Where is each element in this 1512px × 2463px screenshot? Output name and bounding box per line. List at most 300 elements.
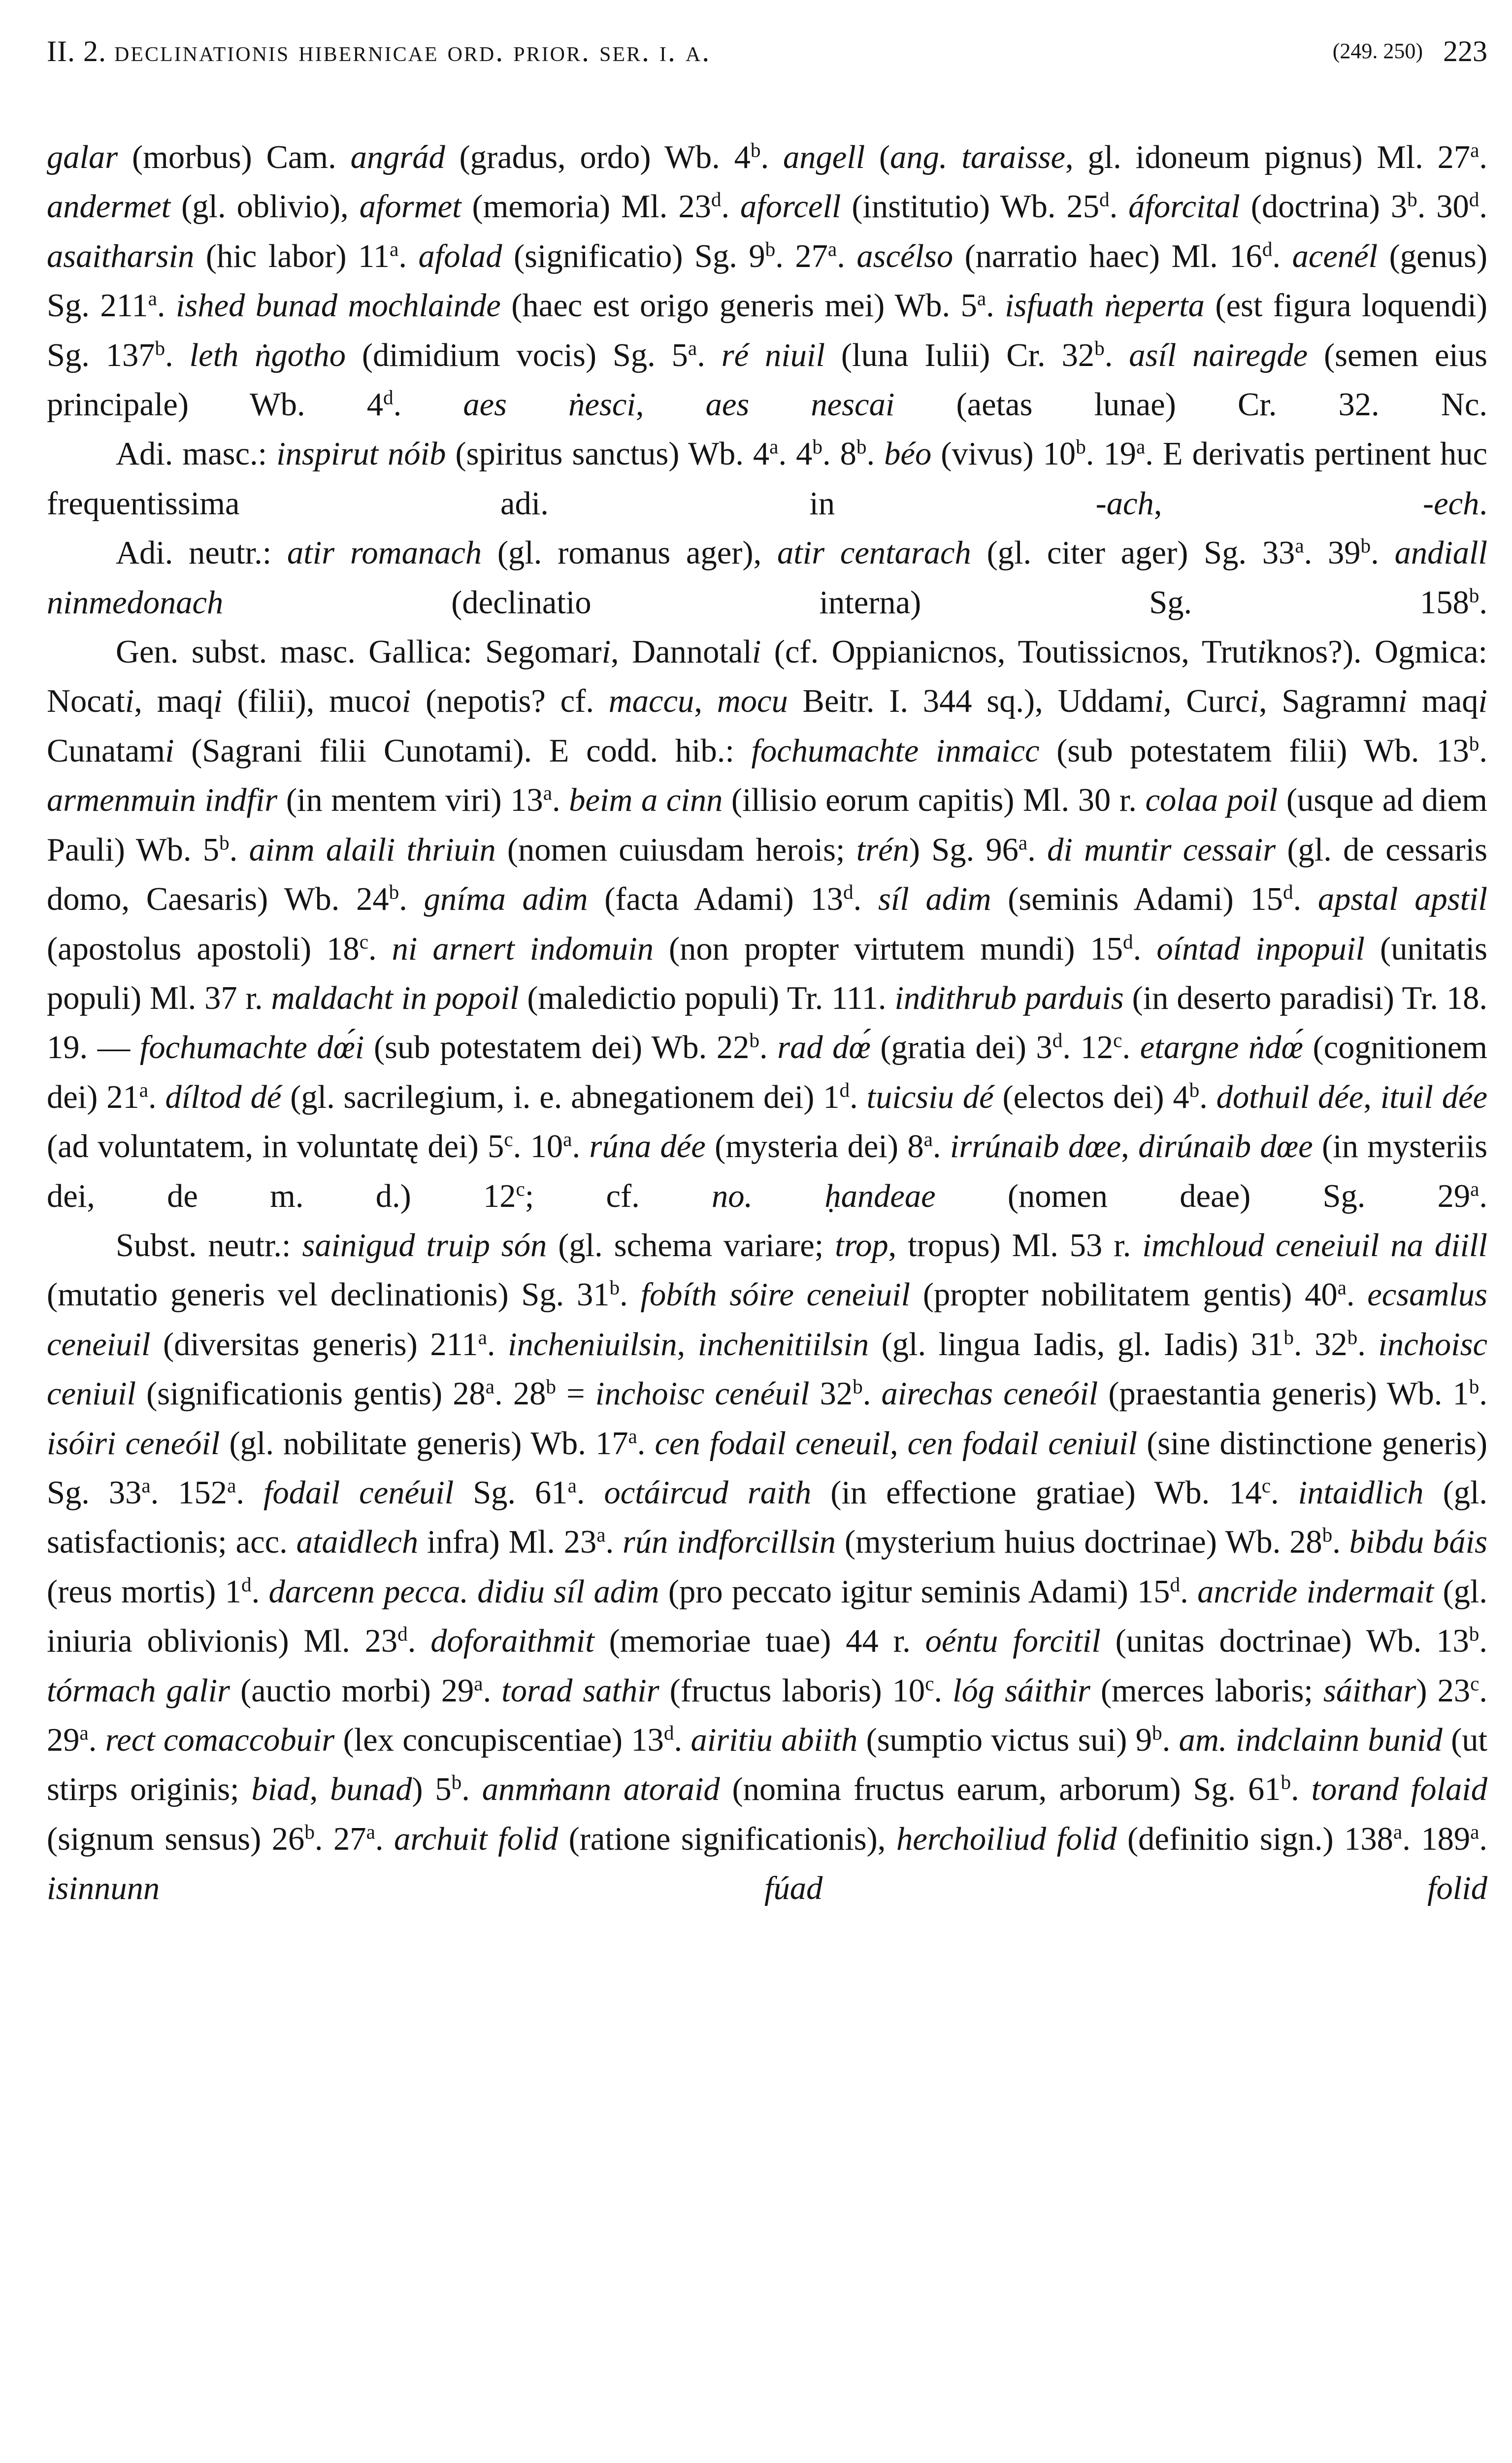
text-run: . [850,1079,867,1115]
text-run: (declinatio interna) Sg. 158 [223,584,1469,621]
text-run: . E derivatis pertinent huc frequentissima adi. in [47,436,1488,522]
superscript: b [1469,1375,1479,1398]
superscript: a [390,237,399,261]
superscript: b [856,435,867,458]
text-run: (sine distinctione generis) Sg. 33 [47,1425,1488,1511]
text-run: . [620,1277,641,1313]
text-run: (mysteria dei) 8 [705,1129,924,1165]
page-body [47,133,1487,1914]
superscript: b [1151,1721,1162,1744]
superscript: a [79,1721,89,1744]
text-run: . [572,1129,590,1165]
paragraph [47,1221,1487,1914]
superscript: b [1469,1622,1479,1645]
italic-term: trén [856,832,909,868]
italic-term: fodail cenéuil [263,1474,454,1511]
superscript: b [1322,1523,1333,1546]
text-run: , [694,683,717,720]
text-run: . [866,436,885,472]
italic-term: i [213,683,223,720]
text-run: (gl. nobilitate generis) Wb. 17 [220,1425,628,1462]
text-run: , [677,1326,698,1363]
text-run: 32 [809,1376,853,1412]
text-run: . 19 [1085,436,1136,472]
superscript: a [139,1078,149,1101]
section-number: II. 2. [47,35,106,67]
text-run: (ut stirps originis; [47,1722,1487,1808]
text-run: , Curc [1163,683,1250,720]
text-run: (narratio haec) Ml. 16 [953,238,1262,274]
text-run: nos, Toutissi [952,634,1121,670]
text-run: (facta Adami) 13 [588,881,843,918]
italic-term: rad dœ́ [777,1030,871,1066]
text-run: (mysterium huius doctrinae) Wb. 28 [835,1524,1322,1561]
italic-term: bibdu báis [1349,1524,1488,1561]
text-run: . [1109,189,1129,225]
superscript: c [1113,1029,1122,1052]
text-run: (definitio sign.) 138 [1117,1821,1393,1857]
italic-term: doforaithmit [430,1623,594,1660]
text-run: . [853,881,878,918]
superscript: b [219,831,230,854]
text-run: (memoriae tuae) 44 r. [594,1623,925,1660]
text-run: . [721,189,741,225]
superscript: d [663,1721,674,1744]
italic-term: angell [783,139,865,175]
superscript: a [478,1326,487,1349]
italic-term: ascélso [856,238,953,274]
italic-term: am. indclainn bunid [1179,1722,1443,1758]
text-run: (pro peccato igitur seminis Adami) 15 [659,1573,1170,1610]
text-run: , Dannotal [611,634,752,670]
text-run: . [637,1425,655,1462]
superscript: a [227,1474,236,1497]
italic-term: dothuil dée [1216,1079,1364,1115]
header-right [1333,34,1487,68]
text-run: . [88,1722,105,1758]
superscript: d [1262,237,1273,261]
text-run: . [368,931,392,967]
italic-term: darcenn pecca. didiu síl adim [268,1573,659,1610]
text-run: (unitas doctrinae) Wb. 13 [1100,1623,1469,1660]
text-run: Beitr. I. 344 sq.), Uddam [788,683,1154,720]
text-run: (filii), muco [222,683,402,720]
superscript: d [1123,930,1133,953]
text-run: (ratione significationis), [558,1821,896,1857]
superscript: a [148,287,157,310]
text-run: (dimidium vocis) Sg. 5 [345,337,688,373]
text-run: . [932,1129,950,1165]
text-run: . [1479,584,1487,621]
italic-term: isfuath ṅeperta [1005,288,1205,324]
text-run: . [1479,732,1487,769]
text-run: (gratia dei) 3 [870,1030,1052,1066]
superscript: d [397,1622,408,1645]
text-run: . [1479,1821,1487,1857]
superscript: b [1283,1326,1294,1349]
italic-term: no. ḥandeae [712,1178,936,1214]
text-run: ) Sg. 96 [909,832,1019,868]
text-run: . 27 [314,1821,366,1857]
superscript: a [141,1474,151,1497]
text-run: . [407,1623,431,1660]
text-run: . [399,881,424,918]
italic-term: áforcital [1128,189,1240,225]
text-run: . [1479,485,1488,522]
italic-term: i [1398,683,1408,720]
text-run: . [398,238,419,274]
text-run: (significatio) Sg. 9 [502,238,765,274]
text-run: , maq [134,683,214,720]
text-run: . [759,1030,778,1066]
superscript: a [1136,435,1146,458]
italic-term: ang. [890,139,948,175]
superscript: a [596,1523,606,1546]
text-run: . [157,288,176,324]
italic-term: i [125,683,134,720]
text-run: maq [1407,683,1479,720]
text-run: Subst. neutr.: [116,1227,302,1264]
text-run: . [236,1474,263,1511]
text-run: . [674,1722,691,1758]
text-run: (institutio) Wb. 25 [841,189,1099,225]
paragraph [47,133,1487,430]
italic-term: torand folaid [1311,1771,1487,1808]
text-run: Cunatam [47,732,165,769]
text-run: . [837,238,857,274]
text-run: (Sagrani filii Cunotami). E codd. hib.: [174,732,752,769]
text-run: (apostolus apostoli) 18 [47,931,360,967]
text-run: . [1332,1524,1349,1561]
superscript: c [1470,1671,1479,1695]
text-run: . [1271,1474,1298,1511]
italic-term: inchoisc ceniuil [47,1326,1488,1412]
text-run: . 8 [822,436,856,472]
italic-term: rún indforcillsin [623,1524,836,1561]
superscript: b [765,237,776,261]
superscript: c [925,1671,934,1695]
superscript: d [711,188,722,211]
superscript: a [1470,138,1479,162]
text-run: Adi. masc.: [116,436,277,472]
italic-term: i [1257,634,1266,670]
text-run: (hic labor) 11 [194,238,390,274]
text-run: . [1199,1079,1216,1115]
text-run: (in mentem viri) 13 [277,782,543,819]
text-run: (maledictio populi) Tr. 111. [519,980,895,1016]
italic-term: angrád [350,139,445,175]
italic-term: beim a cinn [569,782,723,819]
text-run: (sub potestatem dei) Wb. 22 [364,1030,750,1066]
italic-term: ataidlech [296,1524,419,1561]
italic-term: airechas ceneóil [881,1376,1098,1412]
text-run: , [889,1425,908,1462]
italic-term: afolad [418,238,502,274]
text-run: . [1272,238,1292,274]
text-run: (signum sensus) 26 [47,1821,305,1857]
text-run: (gl. citer ager) Sg. 33 [971,535,1295,571]
text-run: . 29 [47,1672,1487,1758]
superscript: b [1407,188,1417,211]
text-run: (doctrina) 3 [1240,189,1408,225]
superscript: c [1261,1474,1271,1497]
text-run: , gl. idoneum pignus) Ml. 27 [1065,139,1471,175]
text-run: (gl. sacrilegium, i. e. abnegationem dei) 1 [281,1079,840,1115]
superscript: b [1189,1078,1200,1101]
italic-term: di muntir cessair [1047,832,1276,868]
superscript: a [543,781,552,804]
italic-term: fochumachte dœ́i [139,1030,364,1066]
text-run: (gl. romanus ager), [482,535,777,571]
text-run: . [487,1326,508,1363]
superscript: c [359,930,368,953]
superscript: d [1052,1029,1063,1052]
header-reference: (249. 250) [1332,39,1423,63]
text-run: , [1153,485,1423,522]
superscript: b [749,1029,759,1052]
superscript: a [567,1474,577,1497]
italic-term: i [1478,683,1487,720]
superscript: a [688,336,697,359]
text-run: (praestantia generis) Wb. 1 [1098,1376,1469,1412]
italic-term: maldacht in popoil [271,980,519,1016]
superscript: b [1347,1326,1358,1349]
superscript: b [546,1375,556,1398]
text-run: (semen eius principale) Wb. 4 [47,337,1488,423]
text-run: (gl. iniuria oblivionis) Ml. 23 [47,1573,1488,1660]
superscript: d [839,1078,850,1101]
text-run: . 189 [1402,1821,1471,1857]
italic-term: síl adim [878,881,991,918]
text-run: . 32 [1293,1326,1348,1363]
text-run: . [1133,931,1157,967]
superscript: c [504,1128,513,1151]
text-run: . [552,782,569,819]
text-run: (gradus, ordo) Wb. 4 [445,139,751,175]
header-title: declinationis hibernicae ord. prior. ser. i. a. [114,35,711,67]
italic-term: intaidlich [1298,1474,1424,1511]
superscript: b [1360,534,1371,557]
superscript: a [563,1128,572,1151]
text-run: ) 5 [412,1771,452,1808]
italic-term: colaa poil [1145,782,1278,819]
text-run: . [1291,1771,1312,1808]
superscript: d [1282,880,1293,903]
superscript: b [451,1770,462,1794]
italic-term: inspirut nóib [276,436,446,472]
italic-term: ni arnert indomuin [392,931,654,967]
superscript: b [304,1820,315,1843]
italic-term: sainigud truip són [302,1227,547,1264]
text-run: (lex concupiscentiae) 13 [334,1722,664,1758]
italic-term: i [401,683,411,720]
superscript: a [485,1375,495,1398]
superscript: b [1469,732,1479,755]
superscript: a [923,1128,933,1151]
superscript: b [1281,1770,1291,1794]
text-run: knos?). Ogmica: Nocat [47,634,1487,720]
italic-term: aes ṅesci [463,387,636,423]
text-run: . [934,1672,953,1709]
text-run: (electos dei) 4 [993,1079,1189,1115]
superscript: a [827,237,837,261]
italic-term: herchoiliud folid [896,1821,1117,1857]
superscript: d [843,880,854,903]
superscript: c [516,1177,525,1200]
page-number: 223 [1443,35,1487,67]
text-run: (in effectione gratiae) Wb. 14 [811,1474,1262,1511]
text-run: . [1027,832,1048,868]
text-run: nos, Trut [1135,634,1257,670]
italic-term: inchenitiilsin [697,1326,869,1363]
italic-term: c [937,634,952,670]
text-run: (nomen cuiusdam herois; [495,832,856,868]
text-run: . [1479,139,1488,175]
superscript: a [474,1671,483,1695]
italic-term: etargne ṅdœ́ [1140,1030,1303,1066]
italic-term: gníma adim [424,881,588,918]
text-run: ; cf. [525,1178,712,1214]
italic-term: ished bunad mochlainde [176,288,501,324]
text-run: (mutatio generis vel declinationis) Sg. 31 [47,1277,610,1313]
text-run: . 10 [513,1129,563,1165]
text-run: . [251,1573,269,1610]
text-run: . [148,1079,165,1115]
running-header [47,34,1487,84]
text-run: . 152 [150,1474,228,1511]
text-run: (est figura loquendi) Sg. 137 [47,288,1487,373]
superscript: b [1469,583,1479,606]
italic-term: incheniuilsin [508,1326,677,1363]
text-run: = [556,1376,595,1412]
text-run: (auctio morbi) 29 [230,1672,474,1709]
text-run: (gl. satisfactionis; acc. [47,1474,1488,1561]
italic-term: apstal apstil [1317,881,1488,918]
italic-term: aformet [359,189,461,225]
text-run: (propter nobilitatem gentis) 40 [910,1277,1338,1313]
text-run: (spiritus sanctus) Wb. 4 [446,436,770,472]
italic-term: rect comaccobuir [105,1722,335,1758]
text-run: (cf. Oppiani [761,634,937,670]
text-run: (gl. lingua Iadis, gl. Iadis) 31 [869,1326,1284,1363]
italic-term: rúna dée [589,1129,706,1165]
italic-term: c [1121,634,1136,670]
superscript: a [769,435,779,458]
italic-term: anmṁann atoraid [482,1771,720,1808]
text-run: (ad voluntatem, in voluntatę dei) 5 [47,1129,504,1165]
text-run: (cognitionem dei) 21 [47,1030,1488,1115]
superscript: b [609,1276,620,1299]
text-run: (fructus laboris) 10 [659,1672,925,1709]
text-run: . 4 [778,436,813,472]
text-run: . [1162,1722,1179,1758]
italic-term: fobíth sóire ceneiuil [640,1277,911,1313]
superscript: b [1076,435,1086,458]
italic-term: inchoisc cenéuil [595,1376,810,1412]
italic-term: taraisse [961,139,1065,175]
text-run: (nomen deae) Sg. 29 [935,1178,1471,1214]
text-run: (nepotis? cf. [411,683,609,720]
text-run: . [229,832,249,868]
text-run: . [1122,1030,1140,1066]
text-run: (non propter virtutem mundi) 15 [653,931,1123,967]
superscript: b [750,138,761,162]
italic-term: maccu [608,683,694,720]
text-run: , [635,387,706,423]
text-run: . [1479,1623,1487,1660]
text-run: (significationis gentis) 28 [135,1376,486,1412]
italic-term: -ech [1422,485,1479,522]
text-run: . [375,1821,394,1857]
italic-term: leth ṅgotho [189,337,346,373]
text-run: (haec est origo generis mei) Wb. 5 [500,288,977,324]
text-run: . [1293,881,1318,918]
text-run: . [576,1474,604,1511]
superscript: a [1393,1820,1403,1843]
text-run: infra) Ml. 23 [418,1524,597,1561]
text-run: . 28 [494,1376,546,1412]
text-run: . [697,337,722,373]
text-run: (reus mortis) 1 [47,1573,241,1610]
superscript: a [628,1424,637,1447]
italic-term: oíntad inpopuil [1156,931,1365,967]
text-run: . [1104,337,1129,373]
text-run: (sumptio victus sui) 9 [857,1722,1152,1758]
italic-term: díltod dé [165,1079,282,1115]
text-run: (usque ad diem Pauli) Wb. 5 [47,782,1487,868]
text-run: . [1371,535,1395,571]
text-run: (genus) Sg. 211 [47,238,1488,324]
text-run: . [986,288,1005,324]
superscript: b [389,880,399,903]
italic-term: asíl nairegde [1129,337,1308,373]
text-run: . [461,1771,482,1808]
italic-term: indithrub parduis [894,980,1124,1016]
text-run: (seminis Adami) 15 [991,881,1283,918]
italic-term: ré niuil [721,337,825,373]
superscript: a [1337,1276,1347,1299]
book-page [47,34,1487,1914]
italic-term: i [752,634,761,670]
italic-term: tórmach galir [47,1672,230,1709]
superscript: b [853,1375,863,1398]
text-run: . [1479,189,1488,225]
text-run: . [760,139,783,175]
italic-term: i [165,732,174,769]
italic-term: trop [835,1227,888,1264]
paragraph [47,430,1487,529]
text-run [948,139,962,175]
text-run: , [1363,1079,1381,1115]
superscript: a [1295,534,1304,557]
paragraph [47,529,1487,628]
text-run: (in mysteriis dei, de m. d.) 12 [47,1129,1488,1214]
italic-term: octáircud raith [604,1474,812,1511]
italic-term: galar [47,139,118,175]
italic-term: andermet [47,189,171,225]
superscript: b [812,435,822,458]
superscript: d [1099,188,1110,211]
italic-term: atir romanach [287,535,482,571]
text-run: , Sagramn [1258,683,1398,720]
italic-term: atir centarach [777,535,971,571]
superscript: b [155,336,165,359]
superscript: a [1470,1177,1479,1200]
italic-term: dirúnaib dœe [1138,1129,1313,1165]
text-run: (vivus) 10 [931,436,1076,472]
italic-term: irrúnaib dœe [950,1129,1121,1165]
italic-term: airitiu abiith [690,1722,858,1758]
